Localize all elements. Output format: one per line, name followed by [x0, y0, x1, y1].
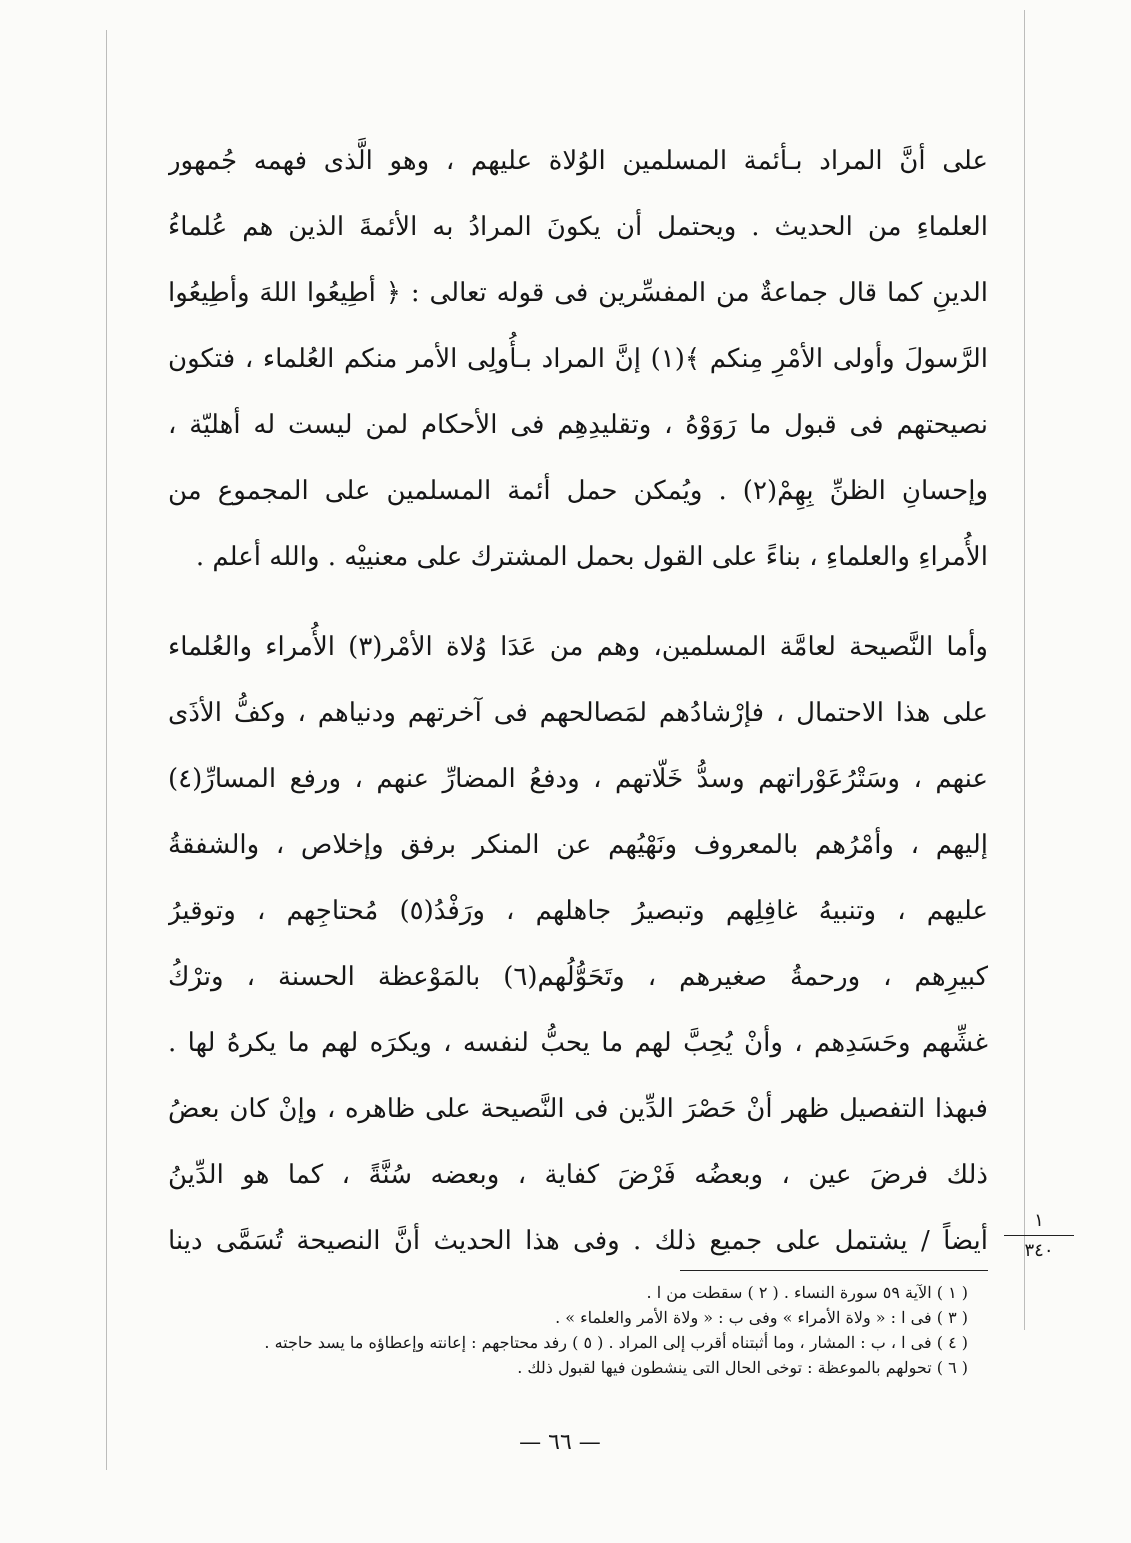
- text-line: نصيحتهم فى قبول ما رَوَوْهُ ، وتقليدِهِم فى الأحكام لمن ليست له أهليّة ،: [168, 410, 988, 440]
- text-line: أيضاً / يشتمل على جميع ذلك . وفى هذا الحديث أنَّ النصيحة تُسَمَّى دينا: [168, 1226, 988, 1256]
- text-line: على هذا الاحتمال ، فإرْشادُهم لمَصالحهم فى آخرتهم ودنياهم ، وكفُّ الأذَى: [168, 698, 988, 728]
- manuscript-folio-note: [1004, 1210, 1074, 1261]
- text-line: فبهذا التفصيل ظهر أنْ حَصْرَ الدِّين فى النَّصيحة على ظاهره ، وإنْ كان بعضُ: [168, 1094, 988, 1124]
- folio-number: ٣٤٠: [1024, 1240, 1054, 1261]
- crop-mark-right: [1024, 10, 1025, 1330]
- footnote: ( ٤ ) فى ا ، ب : المشار ، وما أثبتناه أقرب إلى المراد . ( ٥ ) رفد محتاجهم : إعانته وإعطاؤه ما يسد حاجته .: [264, 1333, 968, 1352]
- text-line: العلماءِ من الحديث . ويحتمل أن يكونَ المرادُ به الأئمةَ الذين هم عُلماءُ: [168, 212, 988, 242]
- paragraph-2: [168, 614, 988, 1274]
- footnotes: [168, 1280, 968, 1380]
- footnote-separator: [680, 1270, 988, 1271]
- text-line: الدينِ كما قال جماعةٌ من المفسِّرين فى قوله تعالى : ﴿ أطِيعُوا اللهَ وأطِيعُوا: [168, 278, 988, 308]
- text-line: كبيرِهم ، ورحمةُ صغيرهم ، وتَحَوُّلُهم(٦) بالمَوْعظة الحسنة ، وترْكُ: [168, 962, 988, 992]
- folio-rule: [1004, 1235, 1074, 1236]
- text-line: إليهم ، وأمْرُهم بالمعروف ونَهْيُهم عن المنكر برفق وإخلاص ، والشفقةُ: [168, 830, 988, 860]
- text-line: عليهم ، وتنبيهُ غافِلِهم وتبصيرُ جاهلهم ، ورَفْدُ(٥) مُحتاجِهم ، وتوقيرُ: [168, 896, 988, 926]
- text-line: وأما النَّصيحة لعامَّة المسلمين، وهم من عَدَا وُلاة الأمْر(٣) الأُمراء والعُلماء: [168, 632, 988, 662]
- text-line: الأُمراءِ والعلماءِ ، بناءً على القول بحمل المشترك على معنييْه . والله أعلم .: [195, 542, 988, 572]
- main-text: [168, 128, 988, 1274]
- footnote: ( ١ ) الآية ٥٩ سورة النساء . ( ٢ ) سقطت من ا .: [646, 1283, 968, 1302]
- text-line: على أنَّ المراد بـأئمة المسلمين الوُلاة عليهم ، وهو الَّذى فهمه جُمهور: [168, 146, 988, 176]
- crop-mark-left: [106, 30, 107, 1470]
- footnote: ( ٦ ) تحولهم بالموعظة : توخى الحال التى ينشطون فيها لقبول ذلك .: [517, 1358, 968, 1377]
- paragraph-gap: [168, 590, 988, 614]
- page-number: — ٦٦ —: [519, 1430, 601, 1455]
- text-line: وإحسانِ الظنِّ بِهِمْ(٢) . ويُمكن حمل أئمة المسلمين على المجموع من: [168, 476, 988, 506]
- paragraph-1: [168, 128, 988, 590]
- folio-side: ١: [1034, 1210, 1044, 1231]
- footnote: ( ٣ ) فى ا : « ولاة الأمراء » وفى ب : « ولاة الأمر والعلماء » .: [555, 1308, 968, 1327]
- text-line: ذلك فرضَ عين ، وبعضُه فَرْضَ كفاية ، وبعضه سُنَّةً ، كما هو الدِّينُ: [168, 1160, 988, 1190]
- text-line: غشِّهم وحَسَدِهم ، وأنْ يُحِبَّ لهم ما يحبُّ لنفسه ، ويكرَه لهم ما يكرهُ لها .: [168, 1028, 988, 1058]
- text-line: الرَّسولَ وأولى الأمْرِ مِنكم ﴾(١) إنَّ المراد بـأُولِى الأمر منكم العُلماء ، فتكون: [168, 344, 988, 374]
- text-line: عنهم ، وسَتْرُعَوْراتهم وسدُّ خَلّاتهم ، ودفعُ المضارِّ عنهم ، ورفع المسارِّ(٤): [168, 764, 988, 794]
